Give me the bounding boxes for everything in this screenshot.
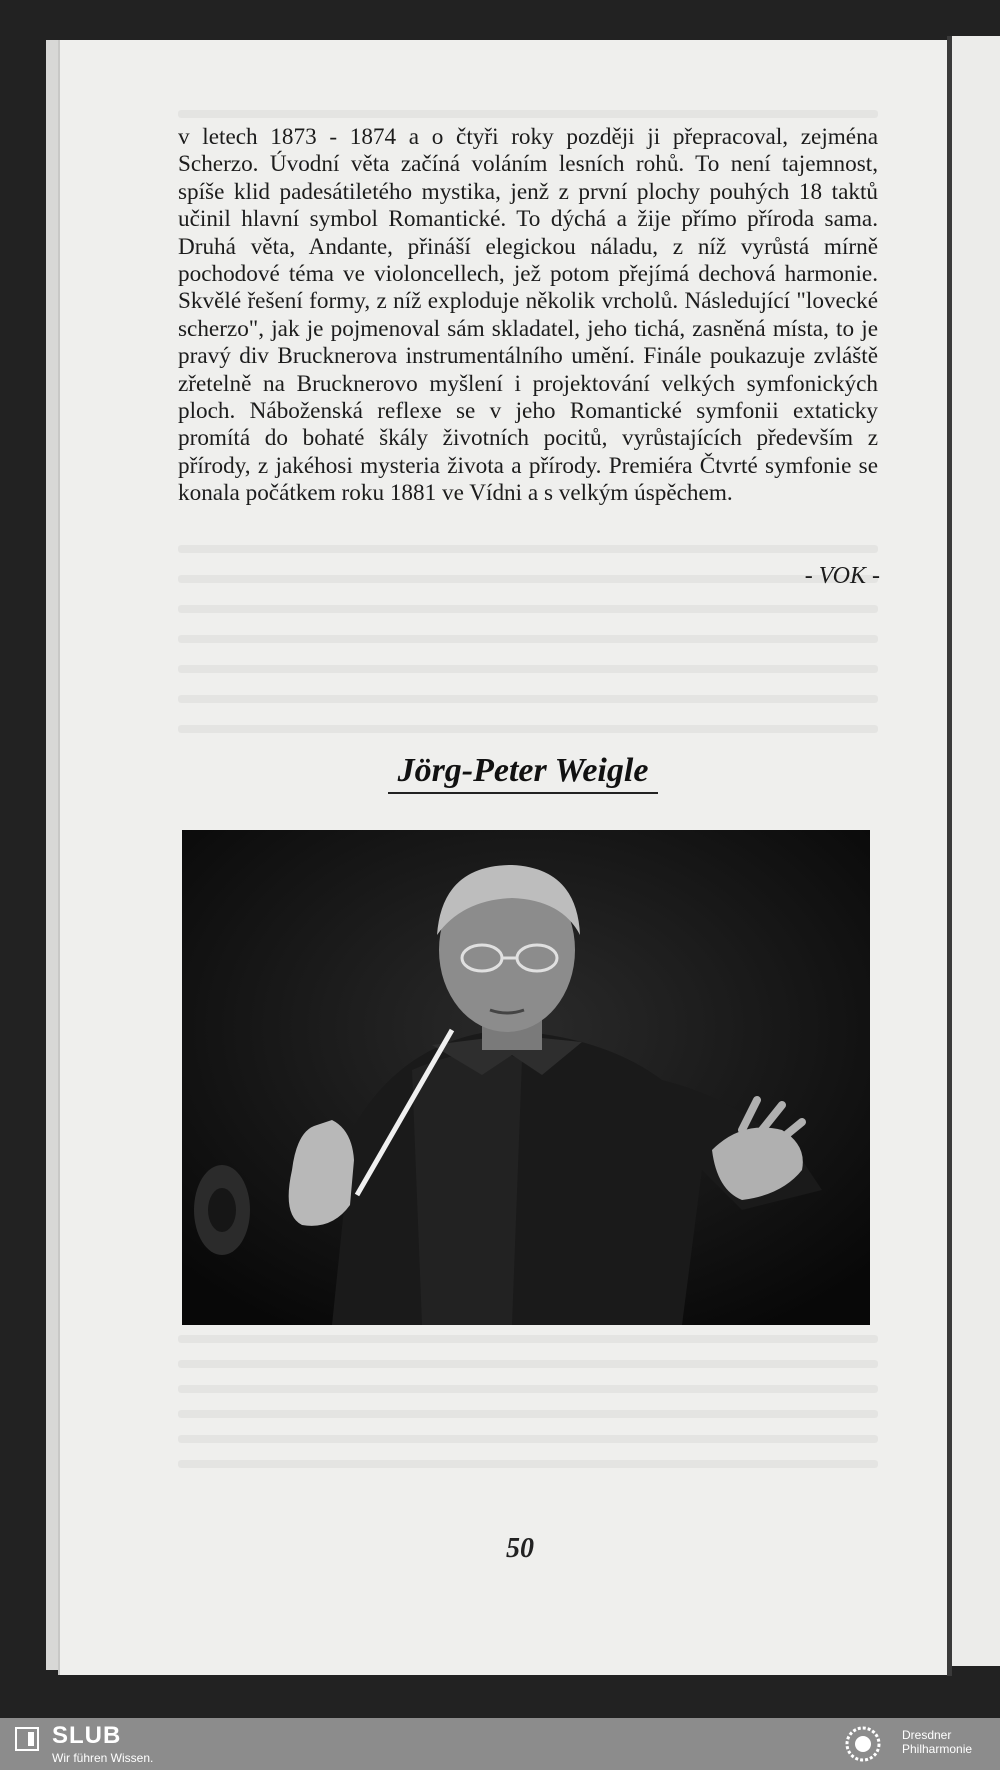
bleed-through-line	[178, 695, 878, 703]
bleed-through-line	[178, 110, 878, 118]
bleed-through-line	[178, 1435, 878, 1443]
photo-title: Jörg-Peter Weigle	[388, 752, 658, 794]
bleed-through-line	[178, 1335, 878, 1343]
library-tagline: Wir führen Wissen.	[52, 1751, 154, 1765]
page-gutter-edge	[947, 36, 952, 1676]
bleed-through-line	[178, 605, 878, 613]
library-name: SLUB	[52, 1722, 122, 1749]
conductor-photo-illustration	[182, 830, 870, 1325]
bleed-through-line	[178, 665, 878, 673]
bleed-through-line	[178, 1385, 878, 1393]
bleed-through-line	[178, 1410, 878, 1418]
conductor-photo	[182, 830, 870, 1325]
partner-name-line2: Philharmonie	[902, 1742, 973, 1756]
bleed-through-line	[178, 635, 878, 643]
next-page-sliver	[952, 36, 1000, 1666]
bleed-through-line	[178, 545, 878, 553]
philharmonie-logo-icon	[838, 1722, 888, 1766]
slub-logo-icon	[14, 1726, 40, 1752]
article-paragraph: v letech 1873 - 1874 a o čtyři roky později ji přepracoval, zejména Scherzo. Úvodní věta začíná voláním lesních rohů. To není tajemnost, spíše klid padesátiletého mystika, jenž z první plochy pouhých 18 taktů učinil hlavní symbol Romantické. To dýchá a žije přímo příroda sama. Druhá věta, Andante, přináší elegickou náladu, z níž vyrůstá mírně pochodové téma ve violoncellech, jež potom přejímá dechová harmonie. Skvělé řešení formy, z níž exploduje několik vrcholů. Následující "lovecké scherzo", jak je pojmenoval sám skladatel, jeho tichá, zasněná místa, to je pravý div Brucknerova instrumentálního umění. Finále poukazuje zvláště zřetelně na Brucknerovo myšlení i projektování velkých symfonických ploch. Náboženská reflexe se v jeho Romantické symfonii extaticky promítá do bohaté škály životních pocitů, vyrůstajících především z přírody, z jakéhosi mysteria života a přírody. Premiéra Čtvrté symfonie se konala počátkem roku 1881 ve Vídni a s velkým úspěchem.	[178, 124, 878, 507]
partner-name	[902, 1728, 972, 1756]
bleed-through-line	[178, 725, 878, 733]
bleed-through-line	[178, 1360, 878, 1368]
page-number: 50	[506, 1533, 534, 1564]
author-signature: - VOK -	[804, 563, 880, 589]
footer-bar	[0, 1718, 1000, 1770]
bleed-through-line	[178, 1460, 878, 1468]
partner-name-line1: Dresdner	[902, 1728, 952, 1742]
